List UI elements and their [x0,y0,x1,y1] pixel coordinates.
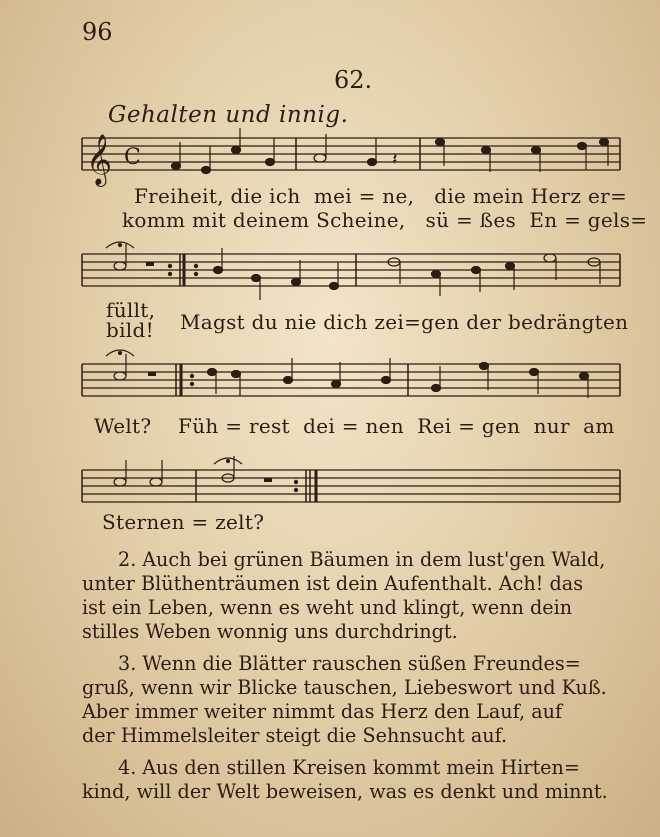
staff-system-3 [82,364,620,396]
lyric-line-3c: Magst du nie dich zei=gen der bedrängten [180,310,629,334]
verse-line: Aber immer weiter nimmt das Herz den Lauf, auf [82,700,563,723]
verse-4 [82,756,627,804]
notes-system-1 [172,128,609,174]
verse-2 [82,548,627,644]
staff-system-4 [82,470,620,502]
lyric-line-4: Welt? Füh = rest dei = nen Rei = gen nur am [94,414,615,438]
verse-line: unter Blüthenträumen ist dein Aufenthalt. Ach! das [82,572,584,595]
verse-line: gruß, wenn wir Blicke tauschen, Liebeswort und Kuß. [82,676,607,699]
treble-clef-icon: 𝄞 [86,134,113,185]
verse-line: ist ein Leben, wenn es weht und klingt, wenn dein [82,596,573,619]
lyric-line-2: komm mit deinem Scheine, sü = ßes En = gels= [122,208,648,232]
lyric-line-1: Freiheit, die ich mei = ne, die mein Herz er= [134,184,628,208]
verse-number: 2. [118,548,137,571]
verse-line: der Himmelsleiter steigt die Sehnsucht auf. [82,724,508,747]
lyric-line-3a: füllt, [106,298,156,322]
common-time-icon: C [124,145,141,170]
staff-system-2 [82,254,620,286]
verse-line: Auch bei grünen Bäumen in dem lust'gen Wald, [142,548,606,571]
notes-system-3 [106,350,589,398]
verse-number: 3. [118,652,137,675]
verse-line: kind, will der Welt beweisen, was es denkt und minnt. [82,780,608,803]
staff-system-1 [82,138,620,170]
verse-number: 4. [118,756,137,779]
verse-line: Wenn die Blätter rauschen süßen Freundes= [142,652,581,675]
verse-text-block [82,548,627,812]
verse-3 [82,652,627,748]
song-number: 62. [334,66,373,94]
lyric-line-5: Sternen = zelt? [102,510,265,534]
page-number: 96 [82,18,113,46]
verse-line: Aus den stillen Kreisen kommt mein Hirten= [142,756,580,779]
svg-text:𝄽: 𝄽 [392,149,398,170]
tempo-marking: Gehalten und innig. [108,102,349,128]
verse-line: stilles Weben wonnig uns durchdringt. [82,620,458,643]
lyric-line-3b: bild! [106,318,154,342]
